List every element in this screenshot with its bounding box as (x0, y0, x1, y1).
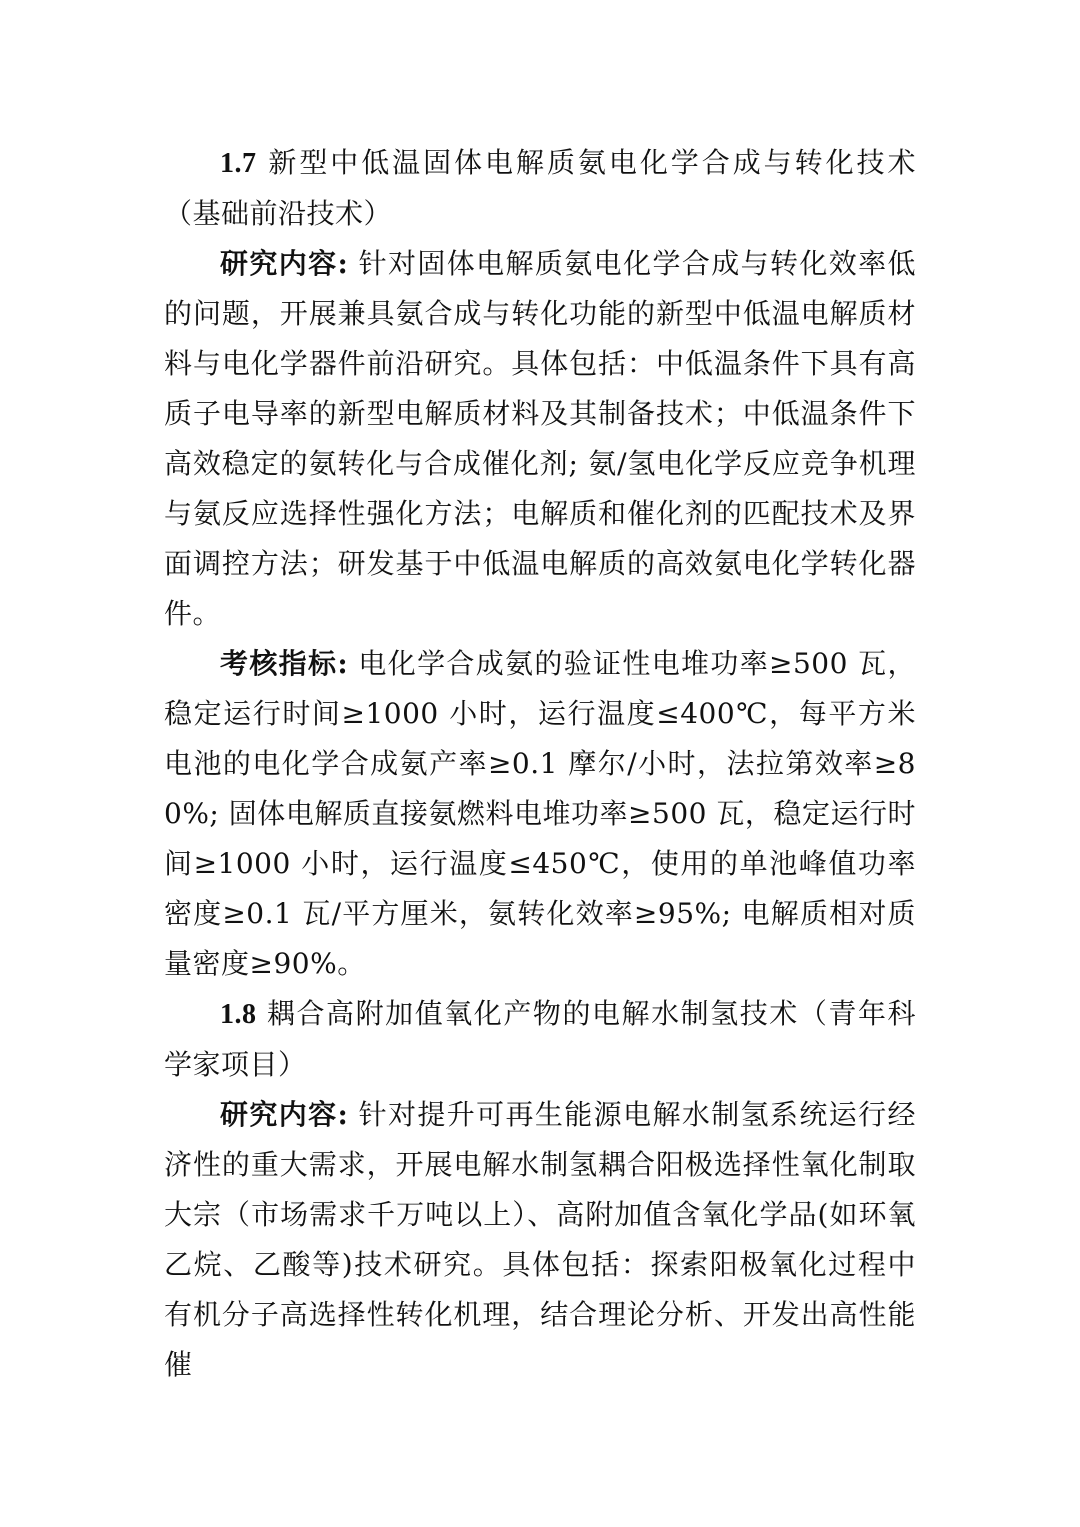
section-number: 1.7 (220, 148, 257, 179)
section-1-7-metrics-paragraph (164, 639, 916, 989)
section-title: 新型中低温固体电解质氨电化学合成与转化技术（基础前沿技术） (164, 146, 916, 230)
section-1-8-research-paragraph (164, 1090, 916, 1390)
section-1-8-heading (164, 989, 916, 1090)
section-number: 1.8 (220, 999, 257, 1030)
metrics-text: 电化学合成氨的验证性电堆功率≥500 瓦，稳定运行时间≥1000 小时，运行温度≤400℃，每平方米电池的电化学合成氨产率≥0.1 摩尔/小时，法拉第效率≥80%; 固体电解质直接氨燃料电堆功率≥500 瓦，稳定运行时间≥1000 小时，运行温度≤450℃，使用的单池峰值功率密度≥0.1 瓦/平方厘米，氨转化效率≥95%; 电解质相对质量密度≥90%。 (164, 647, 916, 980)
research-text: 针对提升可再生能源电解水制氢系统运行经济性的重大需求，开展电解水制氢耦合阳极选择性氧化制取大宗（市场需求千万吨以上）、高附加值含氧化学品(如环氧乙烷、乙酸等)技术研究。具体包括：探索阳极氧化过程中有机分子高选择性转化机理，结合理论分析、开发出高性能催 (164, 1098, 916, 1381)
document-body (164, 138, 916, 1390)
section-title: 耦合高附加值氧化产物的电解水制氢技术（青年科学家项目） (164, 997, 916, 1081)
metrics-label: 考核指标: (220, 647, 349, 680)
section-1-7-heading (164, 138, 916, 239)
research-text: 针对固体电解质氨电化学合成与转化效率低的问题，开展兼具氨合成与转化功能的新型中低温电解质材料与电化学器件前沿研究。具体包括：中低温条件下具有高质子电导率的新型电解质材料及其制备技术；中低温条件下高效稳定的氨转化与合成催化剂; 氨/氢电化学反应竞争机理与氨反应选择性强化方法；电解质和催化剂的匹配技术及界面调控方法；研发基于中低温电解质的高效氨电化学转化器件。 (164, 247, 916, 630)
section-1-7-research-paragraph (164, 239, 916, 639)
research-label: 研究内容: (220, 1098, 349, 1131)
research-label: 研究内容: (220, 247, 349, 280)
